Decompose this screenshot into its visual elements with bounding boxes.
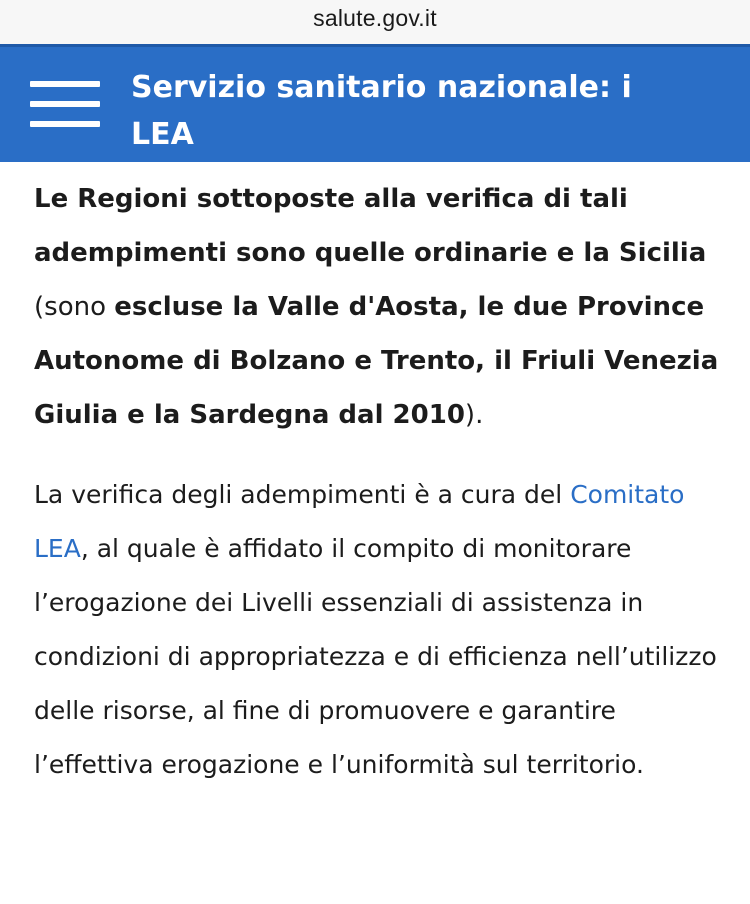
comitato-lea-link[interactable]: Comitato LEA [34,480,685,563]
paragraph-regions [34,172,734,442]
paragraph-comitato [34,468,734,792]
regions-bold-text: Le Regioni sottoposte alla verifica di tali adempimenti sono quelle ordinarie e la Sicilia [34,184,707,268]
comitato-body-text: , al quale è affidato il compito di monitorare l’erogazione dei Livelli essenziali di assistenza in condizioni di appropriatezza e di efficienza nell’utilizzo delle risorse, al fine di promuovere e garantire l’effettiva erogazione e l’uniformità sul territorio. [34,534,717,779]
menu-bar-middle [30,101,100,107]
regions-closing-text: ). [464,400,484,430]
hamburger-menu-icon[interactable] [30,81,100,129]
comitato-intro-text: La verifica degli adempimenti è a cura del [34,480,571,509]
page-title: Servizio sanitario nazionale: i LEA [131,70,632,152]
menu-bar-bottom [30,121,100,127]
browser-address-bar[interactable] [0,0,750,44]
url-text[interactable]: salute.gov.it [313,4,437,31]
regions-excluded-text: escluse la Valle d'Aosta, le due Province Autonome di Bolzano e Trento, il Friuli Venezia Giulia e la Sardegna dal 2010 [34,292,719,430]
regions-normal-text: (sono [34,292,115,322]
menu-bar-top [30,81,100,87]
article-content [34,172,734,792]
site-header [0,44,750,162]
